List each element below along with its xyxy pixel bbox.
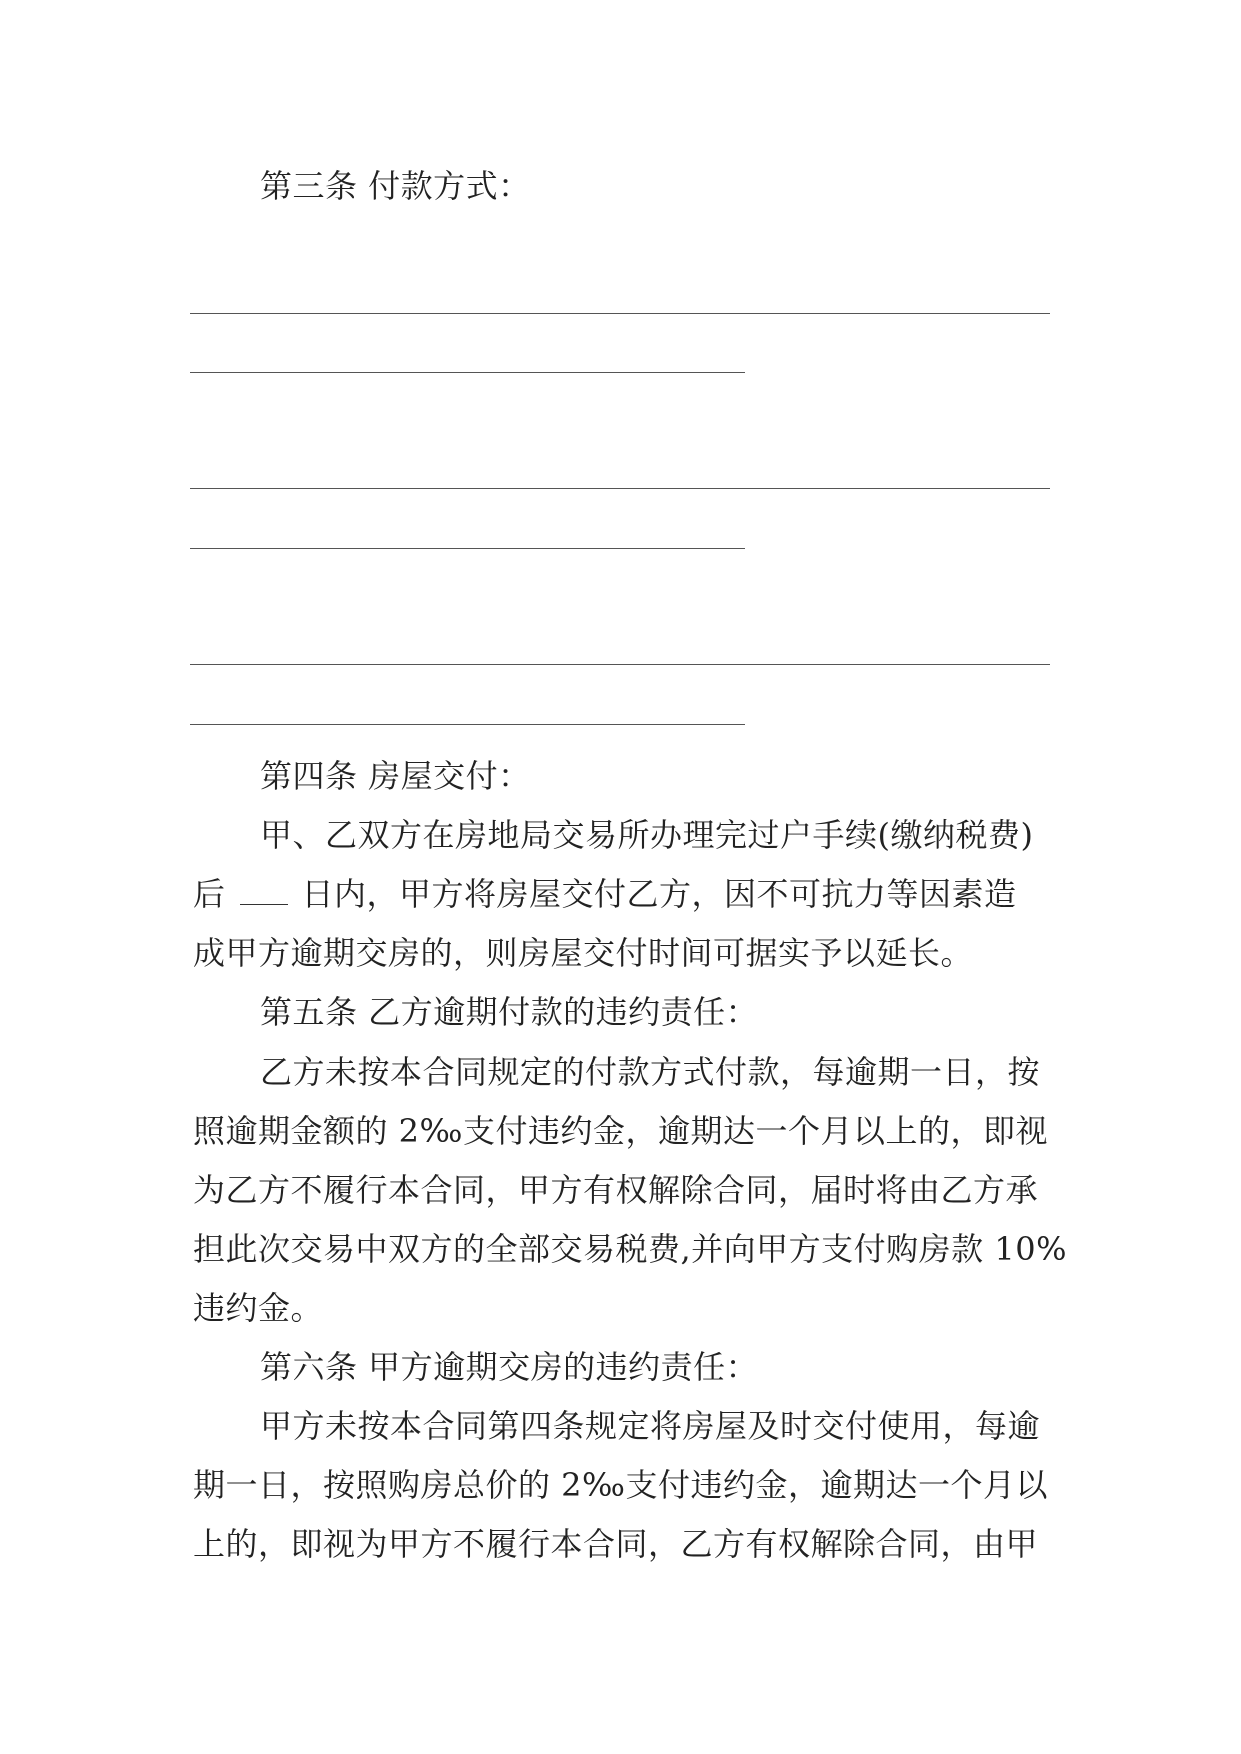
- article-5-line-3: 为乙方不履行本合同，甲方有权解除合同，届时将由乙方承: [193, 1171, 1039, 1209]
- article-4-line-3: 成甲方逾期交房的，则房屋交付时间可据实予以延长。: [193, 934, 974, 972]
- article-5-line-2: 照逾期金额的 2‰支付违约金，逾期达一个月以上的，即视: [193, 1112, 1048, 1150]
- article-4-line-2-start: 后: [193, 875, 226, 913]
- fill-in-line: [190, 548, 745, 549]
- article-3-title: 第三条 付款方式：: [260, 167, 531, 205]
- article-5-line-5: 违约金。: [193, 1289, 324, 1327]
- article-4-title: 第四条 房屋交付：: [260, 757, 531, 795]
- fill-in-line: [190, 664, 1050, 665]
- article-4-line-2: [193, 874, 1017, 914]
- article-6-title: 第六条 甲方逾期交房的违约责任：: [260, 1348, 759, 1386]
- article-4-line-2-end: 日内，甲方将房屋交付乙方，因不可抗力等因素造: [301, 875, 1017, 913]
- article-6-line-2: 期一日，按照购房总价的 2‰支付违约金，逾期达一个月以: [193, 1466, 1048, 1504]
- article-6-line-3: 上的，即视为甲方不履行本合同，乙方有权解除合同，由甲: [193, 1525, 1039, 1563]
- days-blank: [240, 878, 288, 905]
- fill-in-line: [190, 372, 745, 373]
- fill-in-line: [190, 724, 745, 725]
- article-6-line-1: 甲方未按本合同第四条规定将房屋及时交付使用，每逾: [260, 1407, 1041, 1445]
- fill-in-line: [190, 313, 1050, 314]
- fill-in-line: [190, 488, 1050, 489]
- article-5-line-4: 担此次交易中双方的全部交易税费,并向甲方支付购房款 10%: [193, 1230, 1067, 1268]
- article-5-title: 第五条 乙方逾期付款的违约责任：: [260, 993, 759, 1031]
- article-5-line-1: 乙方未按本合同规定的付款方式付款，每逾期一日，按: [260, 1053, 1041, 1091]
- article-4-line-1: 甲、乙双方在房地局交易所办理完过户手续(缴纳税费): [260, 816, 1034, 854]
